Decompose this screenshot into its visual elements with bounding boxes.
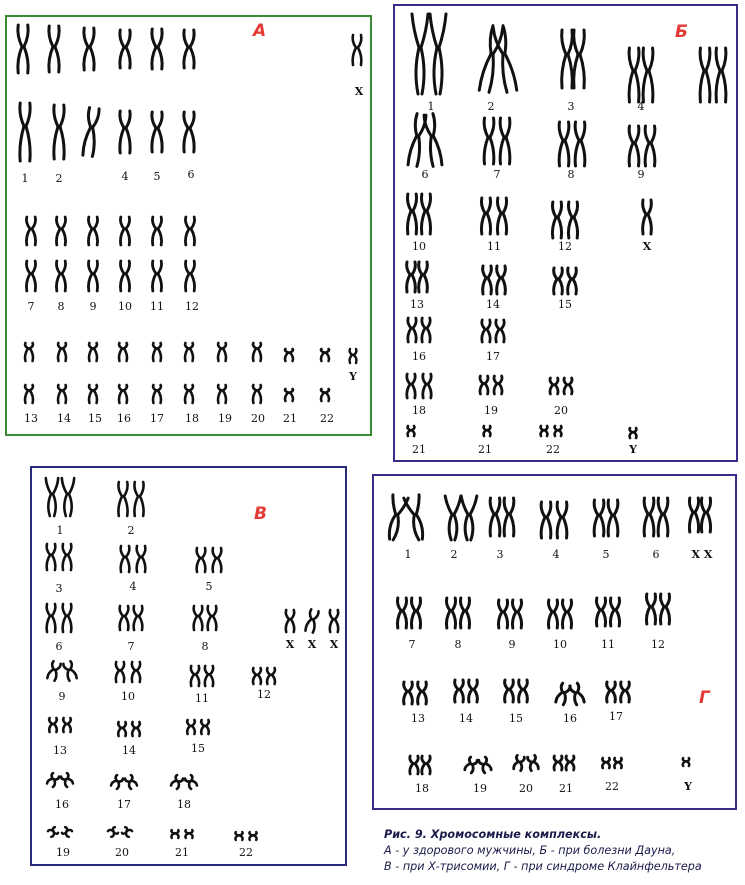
chromosome-shape: [404, 682, 413, 704]
karyotype-panel-a: [5, 15, 372, 436]
chromosome-shape: [421, 194, 430, 234]
chromosome-label: 1: [56, 524, 64, 537]
chromosome-shape: [305, 609, 319, 632]
chromosome-shape: [152, 112, 162, 152]
chromosome-label: 12: [558, 240, 572, 253]
chromosome-label: 21: [478, 443, 492, 456]
chromosome-shape: [116, 662, 124, 682]
chromosome-shape: [330, 610, 338, 632]
chromosome-shape: [646, 594, 655, 624]
chromosome-shape: [689, 498, 698, 532]
chromosome-label: 20: [519, 782, 533, 795]
chromosome-shape: [56, 261, 65, 291]
chromosome-label: 8: [57, 300, 65, 313]
panel-letter-v: В: [254, 504, 267, 524]
chromosome-shape: [218, 385, 226, 403]
karyotype-b-drawing: [395, 6, 736, 460]
chromosome-shape: [496, 320, 504, 342]
chromosome-shape: [235, 832, 242, 840]
chromosome-shape: [152, 29, 162, 69]
chromosome-shape: [47, 661, 61, 681]
chromosome-shape: [20, 103, 30, 161]
chromosome-label: 11: [601, 638, 615, 651]
chromosome-shape: [569, 683, 584, 705]
chromosome-label: Y: [684, 780, 692, 793]
chromosome-shape: [498, 600, 507, 628]
chromosome-label: 18: [177, 798, 191, 811]
chromosome-shape: [134, 606, 143, 630]
chromosome-shape: [108, 827, 119, 837]
chromosome-shape: [26, 217, 35, 245]
chromosome-label: 2: [450, 548, 458, 561]
chromosome-shape: [479, 26, 503, 93]
chromosome-shape: [171, 830, 178, 838]
chromosome-shape: [249, 832, 256, 840]
chromosome-shape: [89, 385, 97, 403]
chromosome-shape: [412, 14, 428, 94]
chromosome-shape: [513, 755, 524, 771]
chromosome-label: 6: [652, 548, 660, 561]
figure-caption: [384, 827, 744, 875]
chromosome-shape: [658, 498, 668, 536]
chromosome-label: 9: [58, 690, 66, 703]
chromosome-label: X: [285, 638, 295, 651]
karyotype-panel-g: [372, 474, 737, 810]
chromosome-label: 8: [201, 640, 209, 653]
chromosome-label: 5: [153, 170, 161, 183]
chromosome-shape: [566, 756, 574, 770]
chromosome-label: 17: [609, 710, 623, 723]
chromosome-label: 13: [24, 412, 38, 425]
chromosome-shape: [555, 683, 570, 705]
chromosome-shape: [500, 118, 510, 164]
chromosome-label: 3: [567, 100, 575, 113]
chromosome-shape: [481, 198, 490, 234]
chromosome-label: X: [642, 240, 652, 253]
chromosome-shape: [132, 662, 140, 682]
chromosome-label: 15: [191, 742, 205, 755]
chromosome-shape: [541, 426, 548, 436]
chromosome-label: 3: [55, 582, 63, 595]
chromosome-shape: [575, 122, 585, 166]
chromosome-shape: [407, 262, 416, 292]
chromosome-shape: [701, 498, 710, 532]
chromosome-shape: [407, 374, 415, 398]
chromosome-label: 11: [150, 300, 164, 313]
chromosome-label: 7: [493, 168, 501, 181]
chromosome-shape: [505, 680, 514, 702]
chromosome-shape: [607, 682, 616, 702]
chromosome-shape: [208, 606, 217, 630]
chromosome-label: 8: [454, 638, 462, 651]
chromosome-label: 1: [21, 172, 29, 185]
chromosome-shape: [49, 718, 57, 732]
chromosome-label: X: [354, 85, 364, 98]
chromosome-shape: [422, 756, 430, 774]
chromosome-shape: [557, 502, 567, 538]
chromosome-shape: [63, 604, 72, 632]
chromosome-label: 14: [57, 412, 71, 425]
chromosome-label: 7: [408, 638, 416, 651]
chromosome-shape: [644, 498, 654, 536]
chromosome-label: X: [307, 638, 317, 651]
chromosome-shape: [461, 496, 477, 540]
karyotype-a-drawing: [7, 17, 370, 434]
chromosome-label: 4: [637, 100, 645, 113]
chromosome-label: 6: [55, 640, 63, 653]
chromosome-shape: [61, 773, 74, 787]
chromosome-shape: [484, 426, 491, 436]
chromosome-shape: [482, 320, 490, 342]
chromosome-shape: [700, 48, 710, 102]
chromosome-shape: [201, 720, 209, 734]
chromosome-shape: [62, 827, 73, 837]
chromosome-label: 20: [554, 404, 568, 417]
chromosome-label: 5: [602, 548, 610, 561]
chromosome-shape: [419, 262, 428, 292]
chromosome-shape: [643, 48, 653, 102]
chromosome-label: 22: [605, 780, 619, 793]
chromosome-shape: [58, 385, 66, 403]
chromosome-shape: [205, 666, 213, 686]
chromosome-shape: [49, 26, 59, 72]
chromosome-shape: [455, 680, 464, 702]
chromosome-label: X X: [691, 548, 713, 561]
chromosome-shape: [120, 217, 129, 245]
chromosome-label: 13: [411, 712, 425, 725]
chromosome-shape: [527, 755, 538, 771]
panel-letter-g: Г: [699, 688, 710, 708]
chromosome-label: 19: [473, 782, 487, 795]
chromosome-shape: [683, 758, 690, 766]
chromosome-shape: [122, 827, 133, 837]
caption-line-1: А - у здорового мужчины, Б - при болезни Дауна,: [384, 844, 676, 857]
chromosome-label: 8: [567, 168, 575, 181]
chromosome-shape: [125, 775, 138, 789]
chromosome-shape: [54, 105, 64, 159]
chromosome-shape: [62, 478, 74, 516]
chromosome-label: 18: [185, 412, 199, 425]
chromosome-label: 16: [55, 798, 69, 811]
chromosome-label: 10: [121, 690, 135, 703]
chromosome-shape: [119, 343, 127, 361]
chromosome-label: 19: [218, 412, 232, 425]
chromosome-label: 13: [53, 744, 67, 757]
chromosome-shape: [562, 30, 573, 88]
chromosome-shape: [629, 48, 639, 102]
chromosome-shape: [153, 385, 161, 403]
chromosome-label: 19: [56, 846, 70, 859]
chromosome-shape: [445, 496, 461, 540]
chromosome-shape: [422, 318, 430, 342]
chromosome-label: 16: [412, 350, 426, 363]
chromosome-shape: [353, 35, 362, 65]
chromosome-label: 20: [251, 412, 265, 425]
chromosome-shape: [321, 349, 329, 361]
chromosome-shape: [562, 600, 571, 628]
chromosome-label: 6: [421, 168, 429, 181]
chromosome-shape: [602, 758, 609, 768]
chromosome-shape: [504, 498, 514, 536]
chromosome-label: X: [329, 638, 339, 651]
chromosome-shape: [490, 498, 500, 536]
chromosome-shape: [185, 261, 194, 291]
chromosome-shape: [350, 349, 357, 363]
karyotype-panel-b: [393, 4, 738, 462]
chromosome-label: 20: [115, 846, 129, 859]
chromosome-label: Y: [629, 443, 637, 456]
karyotype-panel-v: [30, 466, 347, 866]
chromosome-label: 12: [257, 688, 271, 701]
chromosome-shape: [63, 544, 72, 570]
chromosome-label: 17: [117, 798, 131, 811]
chromosome-label: 14: [486, 298, 500, 311]
chromosome-shape: [423, 374, 431, 398]
chromosome-shape: [171, 775, 184, 789]
chromosome-shape: [408, 426, 415, 436]
chromosome-shape: [321, 389, 329, 401]
chromosome-label: 21: [559, 782, 573, 795]
chromosome-shape: [464, 757, 477, 773]
chromosome-shape: [26, 261, 35, 291]
chromosome-shape: [484, 118, 494, 164]
chromosome-label: 1: [404, 548, 412, 561]
chromosome-label: 10: [553, 638, 567, 651]
chromosome-label: 5: [205, 580, 213, 593]
chromosome-shape: [63, 718, 71, 732]
chromosome-shape: [645, 126, 655, 166]
chromosome-shape: [121, 546, 130, 572]
chromosome-shape: [185, 217, 194, 245]
chromosome-label: 18: [412, 404, 426, 417]
chromosome-shape: [58, 343, 66, 361]
chromosome-shape: [541, 502, 551, 538]
chromosome-shape: [213, 548, 222, 572]
chromosome-shape: [184, 30, 194, 68]
chromosome-shape: [643, 200, 652, 234]
chromosome-shape: [185, 385, 193, 403]
chromosome-shape: [132, 722, 140, 736]
chromosome-label: 1: [427, 100, 435, 113]
chromosome-shape: [418, 682, 427, 704]
chromosome-label: 21: [412, 443, 426, 456]
chromosome-shape: [610, 598, 619, 626]
chromosome-shape: [469, 680, 478, 702]
chromosome-shape: [559, 122, 569, 166]
chromosome-shape: [152, 261, 161, 291]
chromosome-shape: [630, 428, 637, 438]
chromosome-label: 9: [508, 638, 516, 651]
chromosome-label: 12: [185, 300, 199, 313]
chromosome-shape: [218, 343, 226, 361]
panel-letter-b: Б: [675, 22, 688, 42]
chromosome-shape: [407, 194, 416, 234]
chromosome-shape: [446, 598, 455, 628]
chromosome-label: 19: [484, 404, 498, 417]
karyotype-g-drawing: [374, 476, 735, 808]
chromosome-shape: [716, 48, 726, 102]
chromosome-shape: [574, 30, 585, 88]
chromosome-shape: [120, 111, 130, 153]
chromosome-shape: [512, 600, 521, 628]
chromosome-shape: [285, 389, 293, 401]
chromosome-shape: [548, 600, 557, 628]
chromosome-shape: [25, 343, 33, 361]
chromosome-shape: [408, 318, 416, 342]
chromosome-label: 16: [117, 412, 131, 425]
chromosome-label: 3: [496, 548, 504, 561]
chromosome-label: 17: [486, 350, 500, 363]
chromosome-shape: [56, 217, 65, 245]
chromosome-shape: [118, 722, 126, 736]
chromosome-shape: [397, 598, 406, 628]
chromosome-shape: [46, 478, 58, 516]
chromosome-label: 12: [651, 638, 665, 651]
chromosome-shape: [554, 268, 563, 294]
chromosome-shape: [410, 756, 418, 774]
chromosome-shape: [111, 775, 124, 789]
chromosome-shape: [137, 546, 146, 572]
chromosome-label: Y: [349, 370, 357, 383]
chromosome-shape: [478, 757, 491, 773]
chromosome-shape: [194, 606, 203, 630]
chromosome-shape: [267, 668, 275, 684]
chromosome-shape: [120, 30, 130, 68]
chromosome-shape: [497, 266, 506, 294]
chromosome-shape: [47, 544, 56, 570]
chromosome-label: 2: [487, 100, 495, 113]
karyotype-v-drawing: [32, 468, 345, 864]
chromosome-shape: [88, 261, 97, 291]
chromosome-label: 18: [415, 782, 429, 795]
chromosome-shape: [89, 343, 97, 361]
panel-letter-a: А: [253, 21, 267, 41]
chromosome-label: 2: [127, 524, 135, 537]
chromosome-shape: [497, 198, 506, 234]
chromosome-shape: [83, 108, 100, 157]
chromosome-shape: [430, 14, 446, 94]
chromosome-shape: [286, 610, 294, 632]
chromosome-label: 15: [88, 412, 102, 425]
chromosome-shape: [63, 661, 77, 681]
chromosome-shape: [88, 217, 97, 245]
chromosome-shape: [411, 598, 420, 628]
chromosome-label: 4: [129, 580, 137, 593]
chromosome-shape: [253, 385, 261, 403]
chromosome-label: 16: [563, 712, 577, 725]
chromosome-label: 22: [239, 846, 253, 859]
chromosome-shape: [152, 217, 161, 245]
chromosome-shape: [480, 376, 488, 394]
chromosome-label: 2: [55, 172, 63, 185]
chromosome-shape: [608, 500, 618, 536]
chromosome-shape: [47, 604, 56, 632]
chromosome-shape: [493, 26, 517, 93]
chromosome-shape: [48, 827, 59, 837]
chromosome-label: 17: [150, 412, 164, 425]
chromosome-label: 22: [320, 412, 334, 425]
chromosome-label: 21: [283, 412, 297, 425]
chromosome-shape: [197, 548, 206, 572]
chromosome-shape: [568, 268, 577, 294]
chromosome-shape: [134, 482, 143, 516]
caption-title: Рис. 9. Хромосомные комплексы.: [384, 828, 602, 841]
chromosome-shape: [494, 376, 502, 394]
chromosome-shape: [483, 266, 492, 294]
chromosome-shape: [18, 25, 28, 73]
chromosome-shape: [185, 830, 192, 838]
chromosome-shape: [253, 668, 261, 684]
chromosome-shape: [460, 598, 469, 628]
chromosome-shape: [550, 378, 558, 394]
chromosome-shape: [285, 349, 293, 361]
chromosome-label: 22: [546, 443, 560, 456]
chromosome-label: 11: [487, 240, 501, 253]
chromosome-shape: [614, 758, 621, 768]
chromosome-shape: [118, 482, 127, 516]
chromosome-shape: [120, 261, 129, 291]
chromosome-shape: [552, 202, 561, 238]
chromosome-label: 15: [509, 712, 523, 725]
chromosome-shape: [120, 606, 129, 630]
chromosome-label: 14: [459, 712, 473, 725]
chromosome-shape: [660, 594, 669, 624]
chromosome-shape: [554, 756, 562, 770]
chromosome-label: 7: [27, 300, 35, 313]
chromosome-label: 13: [410, 298, 424, 311]
chromosome-shape: [185, 775, 198, 789]
chromosome-shape: [519, 680, 528, 702]
chromosome-shape: [187, 720, 195, 734]
chromosome-shape: [253, 343, 261, 361]
chromosome-label: 4: [121, 170, 129, 183]
caption-line-2: В - при Х-трисомии, Г - при синдроме Клайнфельтера: [384, 860, 702, 873]
chromosome-shape: [594, 500, 604, 536]
chromosome-label: 11: [195, 692, 209, 705]
chromosome-label: 4: [552, 548, 560, 561]
chromosome-shape: [621, 682, 630, 702]
chromosome-label: 10: [412, 240, 426, 253]
chromosome-shape: [564, 378, 572, 394]
chromosome-label: 9: [89, 300, 97, 313]
chromosome-shape: [185, 343, 193, 361]
chromosome-shape: [25, 385, 33, 403]
chromosome-shape: [596, 598, 605, 626]
chromosome-label: 7: [127, 640, 135, 653]
chromosome-shape: [119, 385, 127, 403]
chromosome-shape: [153, 343, 161, 361]
chromosome-label: 14: [122, 744, 136, 757]
chromosome-shape: [84, 28, 94, 70]
chromosome-shape: [184, 112, 194, 152]
chromosome-label: 15: [558, 298, 572, 311]
chromosome-shape: [47, 773, 60, 787]
chromosome-shape: [555, 426, 562, 436]
chromosome-label: 6: [187, 168, 195, 181]
chromosome-label: 21: [175, 846, 189, 859]
chromosome-label: 10: [118, 300, 132, 313]
chromosome-shape: [629, 126, 639, 166]
chromosome-label: 9: [637, 168, 645, 181]
chromosome-shape: [568, 202, 577, 238]
chromosome-shape: [191, 666, 199, 686]
